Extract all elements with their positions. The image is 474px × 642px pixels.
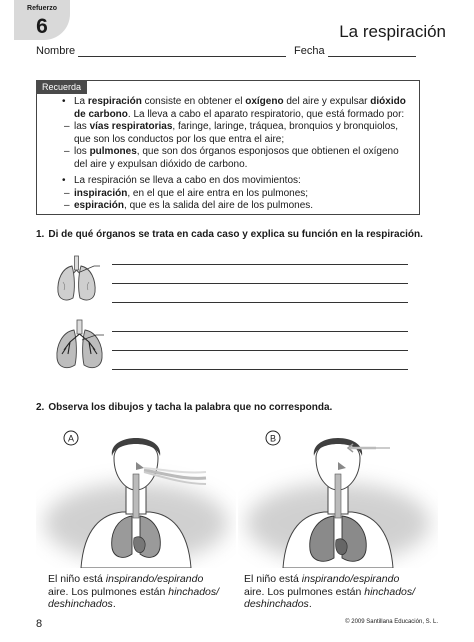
answer-line[interactable] — [112, 264, 408, 265]
unit-number: 6 — [36, 15, 48, 38]
answer-line[interactable] — [112, 350, 408, 351]
choice-inspirando-espirando-a[interactable]: inspirando/espirando — [105, 573, 204, 585]
choice-inspirando-espirando-b[interactable]: inspirando/espirando — [301, 573, 400, 585]
name-label: Nombre — [36, 45, 76, 57]
item-espiracion: – espiración, que es la salida del aire de los pulmones. — [62, 200, 408, 213]
answer-line[interactable] — [112, 302, 408, 303]
copyright: © 2009 Santillana Educación, S. L. — [345, 619, 438, 625]
figure-b — [238, 428, 438, 568]
figure-a — [36, 428, 236, 568]
page-title: La respiración — [339, 22, 446, 41]
item-inspiracion: – inspiración, en el que el aire entra en los pulmones; — [62, 188, 408, 201]
choice-hinchados-b[interactable]: hinchados/ — [364, 585, 416, 598]
recuerda-tag: Recuerda — [36, 80, 87, 94]
page-number: 8 — [36, 618, 43, 630]
lungs-illustration — [52, 254, 102, 306]
name-field[interactable] — [78, 56, 286, 57]
bronchi-illustration — [52, 318, 108, 374]
figure-b-label: B — [269, 433, 277, 444]
answer-line[interactable] — [112, 331, 408, 332]
choice-deshinchados-b[interactable]: deshinchados — [244, 598, 309, 610]
caption-a: El niño está inspirando/espirando aire. Los pulmones están hinchados/ deshinchados. — [48, 573, 220, 610]
badge-label: Refuerzo — [27, 5, 57, 12]
choice-hinchados-a[interactable]: hinchados/ — [168, 585, 220, 598]
recuerda-content — [62, 96, 408, 213]
bullet-movimientos: • La respiración se lleva a cabo en dos movimientos: — [62, 175, 408, 188]
date-label: Fecha — [294, 45, 325, 57]
answer-line[interactable] — [112, 369, 408, 370]
item-vias-respiratorias: – las vías respiratorias, faringe, laringe, tráquea, bronquios y bronquiolos, que son los conductos por los que entra el aire; — [62, 121, 408, 146]
item-pulmones: – los pulmones, que son dos órganos esponjosos que obtienen el oxígeno del aire y expulsan dióxido de carbono. — [62, 146, 408, 171]
bullet-respiracion: • La respiración consiste en obtener el oxígeno del aire y expulsar dióxido de carbono. La lleva a cabo el aparato respiratorio, que está formado por: — [62, 96, 408, 121]
question-1: 1. Di de qué órganos se trata en cada caso y explica su función en la respiración. — [36, 229, 423, 240]
question-2: 2. Observa los dibujos y tacha la palabra que no corresponda. — [36, 402, 333, 413]
figure-a-label: A — [67, 433, 75, 444]
choice-deshinchados-a[interactable]: deshinchados — [48, 598, 113, 610]
answer-line[interactable] — [112, 283, 408, 284]
caption-b: El niño está inspirando/espirando aire. Los pulmones están hinchados/ deshinchados. — [244, 573, 416, 610]
date-field[interactable] — [328, 56, 416, 57]
